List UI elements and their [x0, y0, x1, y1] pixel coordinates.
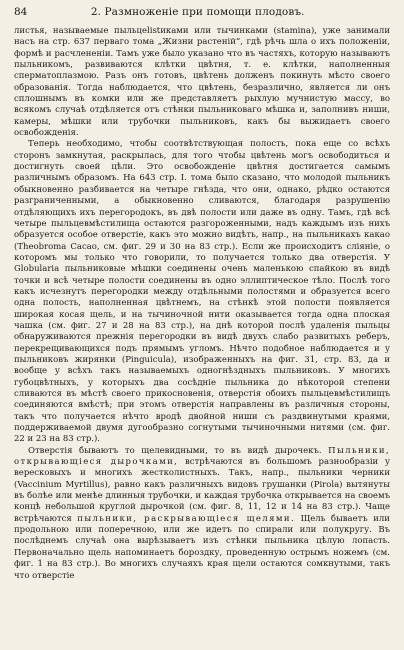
paragraph-continuation: листья, называемые пыльцеlistиками или тычинками (stamina), уже занимали насъ на стр. 637 перваго тома „Жизни растеній“, гдѣ рѣчь шла о ихъ положеніи, формѣ и расчлененіи. Тамъ уже было указано что въ частяхъ, которую называютъ пыльникомъ, развиваются клѣтки цвѣтня, т. е. клѣтки, наполненныя сперматоплазмою. Разъ онъ готовъ, цвѣтень долженъ покинуть мѣсто своего образованія. Тогда наблюдается, что цвѣтень, безразлично, является ли онъ сплошнымъ въ комки или же представляетъ рыхлую мучнистую массу, во всякомъ случаѣ отдѣляется отъ стѣнки пыльниковаго мѣшка и, заполнивъ ниши, камеры, мѣшки или трубочки пыльниковъ, какъ бы выжидаетъ своего освобожденія.	[14, 26, 390, 139]
running-title: 2. Размноженіе при помощи плодовъ.	[90, 6, 305, 18]
paragraph-anther-opening: Теперь необходимо, чтобы соотвѣтствующая полость, пока еще со всѣхъ сторонъ замкнутая, раскрылась, для того чтобы цвѣтень могъ освободиться и достигнуть своей цѣли. Это освобожденіе цвѣтня достигается самымъ различнымъ образомъ. На 643 стр. I. тома было сказано, что молодой пыльникъ обыкновенно разбивается на четыре гнѣзда, что они, однако, рѣдко остаются разграниченными, а обыкновенно сливаются, благодаря разрушенію отдѣляющихъ ихъ перегородокъ, въ двѣ полости или даже въ одну. Тамъ, гдѣ всѣ четыре пыльцевмѣстилища остаются разгороженными, надъ каждымъ изъ нихъ образуется особое отверстіе, какъ это можно видѣть, напр., на пыльникахъ какао (Theobroma Cacao, см. фиг. 29 и 30 на 83 стр.). Если же происходитъ сліяніе, о которомъ мы только что говорили, то получается только два отверстія. У Globularia пыльниковые мѣшки соединены очень маленькою спайкою въ видѣ точки и всѣ четыре полости соединены въ одно эллиптическое тѣло. Послѣ того какъ исчезнутъ перегородки между отдѣльными полостями и образуется всего одна полость, наполненная цвѣтнемъ, на стѣнкѣ этой полости появляется широкая косая щель, и на тычиночной нити оказывается тогда одна плоская чашка (см. фиг. 27 и 28 на 83 стр.), на днѣ которой послѣ удаленія пыльцы обнаруживаются прежнія перегородки въ видѣ двухъ слабо развитыхъ реберъ, перекрещивающихся подъ прямымъ угломъ. Нѣчто подобное наблюдается и у пыльниковъ жирянки (Pinguicula), изображенныхъ на фиг. 31, стр. 83, да и вообще у всѣхъ такъ называемыхъ одногнѣздныхъ пыльниковъ. У многихъ губоцвѣтныхъ, у которыхъ два сосѣдніе пыльника до нѣкоторой степени сливаются въ мѣстѣ своего прикосновенія, отверстія обоихъ пыльцевмѣстилищъ соединяются вмѣстѣ; при этомъ отверстія направлены въ различныя стороны, такъ что получается нѣчто вродѣ двойной ниши съ раздвинутыми краями, поддерживаемой двумя дугообразно согнутыми тычиночными нитями (см. фиг. 22 и 23 на 83 стр.).	[14, 139, 390, 445]
apertures-text-end: Щель бываетъ или продольною или поперечною, или же идетъ по спирали или полукругу. Въ послѣднемъ случаѣ она вырѣзываетъ изъ стѣнки пыльника цѣлую лопасть. Первоначально щель напоминаетъ бороздку, проведенную острымъ ножемъ (см. фиг. 1 на 83 стр.). Во многихъ случаяхъ края щели остаются сомкнутыми, такъ что отверстіе	[14, 513, 390, 581]
page-header	[14, 6, 390, 22]
spaced-term-pores: Пыльники, открывающіеся дырочками,	[14, 445, 390, 468]
apertures-text-start: Отверстія бываютъ то щелевидными, то въ видѣ дырочекъ.	[28, 445, 329, 456]
body-text	[14, 26, 390, 582]
page-number: 84	[14, 6, 28, 18]
spaced-term-slits: пыльники, раскрывающіеся щелями.	[77, 513, 296, 524]
paragraph-apertures	[14, 446, 390, 582]
apertures-text-middle: встрѣчаются въ большомъ разнообразіи у вересковыхъ и многихъ жестколистныхъ. Такъ, напр., пыльники черники (Vaccinium Myrtillus), равно какъ различныхъ видовъ грушанки (Pirola) вытянуты въ болѣе или менѣе длинныя трубочки, и каждая трубочка открывается на своемъ концѣ небольшой круглой дырочкой (см. фиг. 8, 11, 12 и 14 на 83 стр.). Чаще встрѣчаются	[14, 457, 390, 524]
